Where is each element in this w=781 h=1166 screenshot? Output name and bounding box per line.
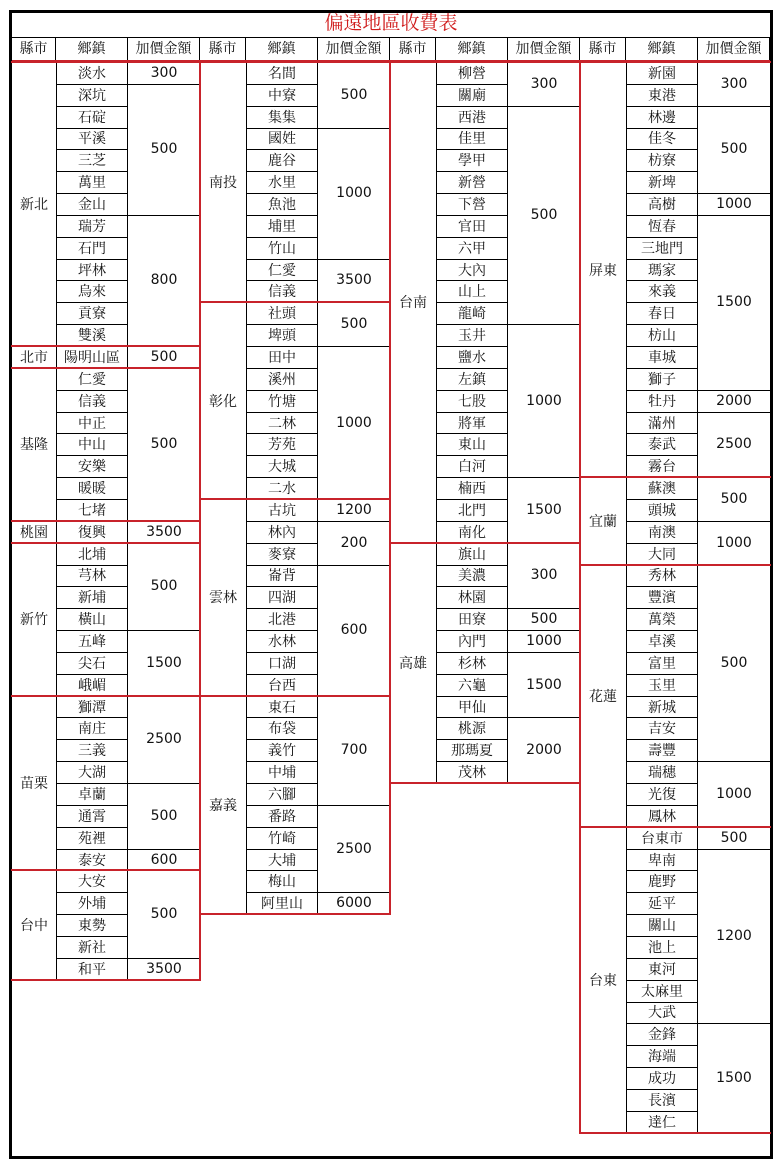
township-cell: 田寮 bbox=[436, 608, 508, 631]
township-cell: 國姓 bbox=[246, 128, 318, 151]
price-cell: 1000 bbox=[318, 128, 390, 260]
township-cell: 楠西 bbox=[436, 477, 508, 500]
township-cell: 卓蘭 bbox=[56, 783, 128, 806]
township-cell: 玉里 bbox=[626, 674, 698, 697]
price-cell: 1200 bbox=[318, 499, 390, 522]
township-cell: 南化 bbox=[436, 521, 508, 544]
county-cell: 花蓮 bbox=[589, 688, 617, 705]
township-cell: 中正 bbox=[56, 412, 128, 435]
price-cell: 3500 bbox=[128, 958, 200, 981]
price-cell: 3500 bbox=[128, 521, 200, 544]
header-township: 鄉鎮 bbox=[56, 38, 128, 61]
township-cell: 六腳 bbox=[246, 783, 318, 806]
township-cell: 大內 bbox=[436, 259, 508, 282]
price-cell: 1500 bbox=[128, 630, 200, 697]
township-cell: 梅山 bbox=[246, 870, 318, 893]
township-cell: 烏來 bbox=[56, 281, 128, 304]
price-cell: 500 bbox=[508, 608, 580, 631]
township-cell: 東勢 bbox=[56, 914, 128, 937]
township-cell: 南澳 bbox=[626, 521, 698, 544]
township-cell: 石碇 bbox=[56, 106, 128, 129]
township-cell: 新園 bbox=[626, 62, 698, 85]
township-cell: 西港 bbox=[436, 106, 508, 129]
township-cell: 暖暖 bbox=[56, 477, 128, 500]
county-cell: 雲林 bbox=[209, 590, 237, 607]
township-cell: 大安 bbox=[56, 870, 128, 893]
township-cell: 頭城 bbox=[626, 499, 698, 522]
township-cell: 名間 bbox=[246, 62, 318, 85]
township-cell: 中寮 bbox=[246, 84, 318, 107]
township-cell: 吉安 bbox=[626, 718, 698, 741]
price-cell: 1000 bbox=[508, 630, 580, 653]
township-cell: 古坑 bbox=[246, 499, 318, 522]
township-cell: 獅子 bbox=[626, 368, 698, 391]
township-cell: 美濃 bbox=[436, 565, 508, 588]
township-cell: 東港 bbox=[626, 84, 698, 107]
township-cell: 玉井 bbox=[436, 324, 508, 347]
township-cell: 泰武 bbox=[626, 433, 698, 456]
township-cell: 長濱 bbox=[626, 1089, 698, 1112]
township-cell: 白河 bbox=[436, 455, 508, 478]
price-cell: 500 bbox=[698, 477, 770, 522]
township-cell: 大城 bbox=[246, 455, 318, 478]
township-cell: 下營 bbox=[436, 193, 508, 216]
township-cell: 水林 bbox=[246, 630, 318, 653]
price-cell: 200 bbox=[318, 521, 390, 566]
township-cell: 大同 bbox=[626, 543, 698, 566]
township-cell: 北港 bbox=[246, 608, 318, 631]
price-cell: 300 bbox=[698, 62, 770, 107]
header-county: 縣市 bbox=[580, 38, 626, 61]
township-cell: 壽豐 bbox=[626, 739, 698, 762]
price-cell: 600 bbox=[128, 849, 200, 872]
county-cell: 屏東 bbox=[589, 262, 617, 279]
county-cell: 台南 bbox=[399, 295, 427, 312]
price-cell: 500 bbox=[698, 827, 770, 850]
county-cell: 嘉義 bbox=[209, 797, 237, 814]
township-cell: 枋寮 bbox=[626, 149, 698, 172]
county-cell: 新北 bbox=[20, 197, 48, 214]
price-cell: 800 bbox=[128, 215, 200, 347]
township-cell: 蘇澳 bbox=[626, 477, 698, 500]
township-cell: 台西 bbox=[246, 674, 318, 697]
township-cell: 關山 bbox=[626, 914, 698, 937]
price-cell: 500 bbox=[128, 84, 200, 216]
township-cell: 獅潭 bbox=[56, 696, 128, 719]
header-county: 縣市 bbox=[200, 38, 246, 61]
price-cell: 1500 bbox=[698, 215, 770, 391]
township-cell: 高樹 bbox=[626, 193, 698, 216]
township-cell: 林邊 bbox=[626, 106, 698, 129]
township-cell: 橫山 bbox=[56, 608, 128, 631]
township-cell: 竹崎 bbox=[246, 827, 318, 850]
township-cell: 復興 bbox=[56, 521, 128, 544]
township-cell: 陽明山區 bbox=[56, 346, 128, 369]
header-township: 鄉鎮 bbox=[436, 38, 508, 61]
header-county: 縣市 bbox=[390, 38, 436, 61]
price-cell: 2000 bbox=[698, 390, 770, 413]
township-cell: 三義 bbox=[56, 739, 128, 762]
township-cell: 東河 bbox=[626, 958, 698, 981]
page-title: 偏遠地區收費表 bbox=[12, 10, 770, 38]
township-cell: 泰安 bbox=[56, 849, 128, 872]
township-cell: 大埔 bbox=[246, 849, 318, 872]
township-cell: 雙溪 bbox=[56, 324, 128, 347]
township-cell: 內門 bbox=[436, 630, 508, 653]
township-cell: 春日 bbox=[626, 302, 698, 325]
township-cell: 鳳林 bbox=[626, 805, 698, 828]
township-cell: 牡丹 bbox=[626, 390, 698, 413]
county-cell: 台東 bbox=[589, 972, 617, 989]
header-price: 加價金額 bbox=[318, 38, 390, 61]
price-cell: 1000 bbox=[698, 193, 770, 216]
township-cell: 阿里山 bbox=[246, 892, 318, 915]
county-cell: 台中 bbox=[20, 918, 48, 935]
price-cell: 500 bbox=[698, 106, 770, 194]
township-cell: 那瑪夏 bbox=[436, 739, 508, 762]
price-cell: 300 bbox=[128, 62, 200, 85]
township-cell: 南庄 bbox=[56, 718, 128, 741]
township-cell: 達仁 bbox=[626, 1111, 698, 1134]
township-cell: 太麻里 bbox=[626, 980, 698, 1003]
township-cell: 安樂 bbox=[56, 455, 128, 478]
price-cell: 3500 bbox=[318, 259, 390, 304]
township-cell: 新城 bbox=[626, 696, 698, 719]
township-cell: 學甲 bbox=[436, 149, 508, 172]
township-cell: 鹽水 bbox=[436, 346, 508, 369]
township-cell: 延平 bbox=[626, 892, 698, 915]
township-cell: 金山 bbox=[56, 193, 128, 216]
township-cell: 林內 bbox=[246, 521, 318, 544]
township-cell: 芳苑 bbox=[246, 433, 318, 456]
township-cell: 新營 bbox=[436, 171, 508, 194]
township-cell: 竹山 bbox=[246, 237, 318, 260]
township-cell: 深坑 bbox=[56, 84, 128, 107]
township-cell: 七堵 bbox=[56, 499, 128, 522]
township-cell: 瑪家 bbox=[626, 259, 698, 282]
county-cell: 新竹 bbox=[20, 612, 48, 629]
township-cell: 中埔 bbox=[246, 761, 318, 784]
township-cell: 鹿谷 bbox=[246, 149, 318, 172]
header-price: 加價金額 bbox=[128, 38, 200, 61]
township-cell: 林園 bbox=[436, 586, 508, 609]
township-cell: 魚池 bbox=[246, 193, 318, 216]
township-cell: 番路 bbox=[246, 805, 318, 828]
township-cell: 金鋒 bbox=[626, 1023, 698, 1046]
price-cell: 500 bbox=[318, 302, 390, 347]
township-cell: 秀林 bbox=[626, 565, 698, 588]
township-cell: 杉林 bbox=[436, 652, 508, 675]
township-cell: 溪州 bbox=[246, 368, 318, 391]
township-cell: 麥寮 bbox=[246, 543, 318, 566]
township-cell: 三地門 bbox=[626, 237, 698, 260]
township-cell: 田中 bbox=[246, 346, 318, 369]
header-price: 加價金額 bbox=[698, 38, 770, 61]
county-cell: 基隆 bbox=[20, 437, 48, 454]
township-cell: 三芝 bbox=[56, 149, 128, 172]
price-cell: 1000 bbox=[698, 521, 770, 566]
township-cell: 山上 bbox=[436, 281, 508, 304]
price-cell: 1000 bbox=[698, 761, 770, 828]
township-cell: 東石 bbox=[246, 696, 318, 719]
price-cell: 500 bbox=[128, 870, 200, 958]
township-cell: 新社 bbox=[56, 936, 128, 959]
township-cell: 茂林 bbox=[436, 761, 508, 784]
header-county: 縣市 bbox=[12, 38, 56, 61]
county-cell: 彰化 bbox=[209, 393, 237, 410]
township-cell: 淡水 bbox=[56, 62, 128, 85]
county-cell: 苗栗 bbox=[20, 776, 48, 793]
township-cell: 關廟 bbox=[436, 84, 508, 107]
price-cell: 500 bbox=[128, 783, 200, 850]
township-cell: 崙背 bbox=[246, 565, 318, 588]
township-cell: 仁愛 bbox=[56, 368, 128, 391]
township-cell: 通霄 bbox=[56, 805, 128, 828]
price-cell: 6000 bbox=[318, 892, 390, 915]
header-township: 鄉鎮 bbox=[246, 38, 318, 61]
township-cell: 霧台 bbox=[626, 455, 698, 478]
township-cell: 滿州 bbox=[626, 412, 698, 435]
township-cell: 成功 bbox=[626, 1067, 698, 1090]
township-cell: 義竹 bbox=[246, 739, 318, 762]
township-cell: 北埔 bbox=[56, 543, 128, 566]
price-cell: 500 bbox=[508, 106, 580, 326]
county-cell: 宜蘭 bbox=[589, 513, 617, 530]
township-cell: 苑裡 bbox=[56, 827, 128, 850]
township-cell: 新埔 bbox=[56, 586, 128, 609]
township-cell: 卑南 bbox=[626, 849, 698, 872]
township-cell: 將軍 bbox=[436, 412, 508, 435]
township-cell: 甲仙 bbox=[436, 696, 508, 719]
township-cell: 東山 bbox=[436, 433, 508, 456]
township-cell: 瑞穗 bbox=[626, 761, 698, 784]
price-cell: 1500 bbox=[698, 1023, 770, 1133]
township-cell: 池上 bbox=[626, 936, 698, 959]
township-cell: 海端 bbox=[626, 1045, 698, 1068]
header-price: 加價金額 bbox=[508, 38, 580, 61]
price-cell: 700 bbox=[318, 696, 390, 806]
county-cell: 南投 bbox=[209, 175, 237, 192]
township-cell: 社頭 bbox=[246, 302, 318, 325]
township-cell: 布袋 bbox=[246, 718, 318, 741]
township-cell: 石門 bbox=[56, 237, 128, 260]
township-cell: 桃源 bbox=[436, 718, 508, 741]
township-cell: 柳營 bbox=[436, 62, 508, 85]
township-cell: 恆春 bbox=[626, 215, 698, 238]
price-cell: 1500 bbox=[508, 477, 580, 544]
township-cell: 二林 bbox=[246, 412, 318, 435]
price-cell: 500 bbox=[128, 543, 200, 631]
township-cell: 新埤 bbox=[626, 171, 698, 194]
township-cell: 平溪 bbox=[56, 128, 128, 151]
township-cell: 車城 bbox=[626, 346, 698, 369]
township-cell: 四湖 bbox=[246, 586, 318, 609]
township-cell: 卓溪 bbox=[626, 630, 698, 653]
header-township: 鄉鎮 bbox=[626, 38, 698, 61]
township-cell: 官田 bbox=[436, 215, 508, 238]
township-cell: 佳冬 bbox=[626, 128, 698, 151]
township-cell: 大武 bbox=[626, 1002, 698, 1025]
township-cell: 龍崎 bbox=[436, 302, 508, 325]
township-cell: 中山 bbox=[56, 433, 128, 456]
township-cell: 北門 bbox=[436, 499, 508, 522]
township-cell: 外埔 bbox=[56, 892, 128, 915]
township-cell: 埔里 bbox=[246, 215, 318, 238]
township-cell: 峨嵋 bbox=[56, 674, 128, 697]
township-cell: 和平 bbox=[56, 958, 128, 981]
township-cell: 萬里 bbox=[56, 171, 128, 194]
price-cell: 1500 bbox=[508, 652, 580, 719]
township-cell: 光復 bbox=[626, 783, 698, 806]
township-cell: 萬榮 bbox=[626, 608, 698, 631]
township-cell: 來義 bbox=[626, 281, 698, 304]
township-cell: 左鎮 bbox=[436, 368, 508, 391]
township-cell: 瑞芳 bbox=[56, 215, 128, 238]
township-cell: 仁愛 bbox=[246, 259, 318, 282]
township-cell: 水里 bbox=[246, 171, 318, 194]
township-cell: 五峰 bbox=[56, 630, 128, 653]
township-cell: 佳里 bbox=[436, 128, 508, 151]
price-cell: 500 bbox=[128, 368, 200, 522]
township-cell: 口湖 bbox=[246, 652, 318, 675]
township-cell: 七股 bbox=[436, 390, 508, 413]
price-cell: 500 bbox=[698, 565, 770, 763]
township-cell: 信義 bbox=[246, 281, 318, 304]
price-cell: 600 bbox=[318, 565, 390, 697]
county-cell: 北市 bbox=[20, 349, 48, 366]
township-cell: 枋山 bbox=[626, 324, 698, 347]
township-cell: 六甲 bbox=[436, 237, 508, 260]
price-cell: 2500 bbox=[698, 412, 770, 479]
township-cell: 貢寮 bbox=[56, 302, 128, 325]
township-cell: 埤頭 bbox=[246, 324, 318, 347]
price-cell: 2000 bbox=[508, 718, 580, 785]
township-cell: 台東市 bbox=[626, 827, 698, 850]
price-cell: 2500 bbox=[318, 805, 390, 893]
county-cell: 桃園 bbox=[20, 524, 48, 541]
price-cell: 300 bbox=[508, 62, 580, 107]
township-cell: 集集 bbox=[246, 106, 318, 129]
township-cell: 鹿野 bbox=[626, 870, 698, 893]
price-cell: 1000 bbox=[318, 346, 390, 500]
township-cell: 豐濱 bbox=[626, 586, 698, 609]
township-cell: 信義 bbox=[56, 390, 128, 413]
price-cell: 500 bbox=[128, 346, 200, 369]
price-cell: 2500 bbox=[128, 696, 200, 784]
township-cell: 芎林 bbox=[56, 565, 128, 588]
township-cell: 尖石 bbox=[56, 652, 128, 675]
county-cell: 高雄 bbox=[399, 655, 427, 672]
township-cell: 六龜 bbox=[436, 674, 508, 697]
township-cell: 大湖 bbox=[56, 761, 128, 784]
price-cell: 1200 bbox=[698, 849, 770, 1025]
township-cell: 富里 bbox=[626, 652, 698, 675]
township-cell: 二水 bbox=[246, 477, 318, 500]
price-cell: 500 bbox=[318, 62, 390, 129]
price-cell: 300 bbox=[508, 543, 580, 610]
price-cell: 1000 bbox=[508, 324, 580, 478]
township-cell: 竹塘 bbox=[246, 390, 318, 413]
township-cell: 旗山 bbox=[436, 543, 508, 566]
township-cell: 坪林 bbox=[56, 259, 128, 282]
